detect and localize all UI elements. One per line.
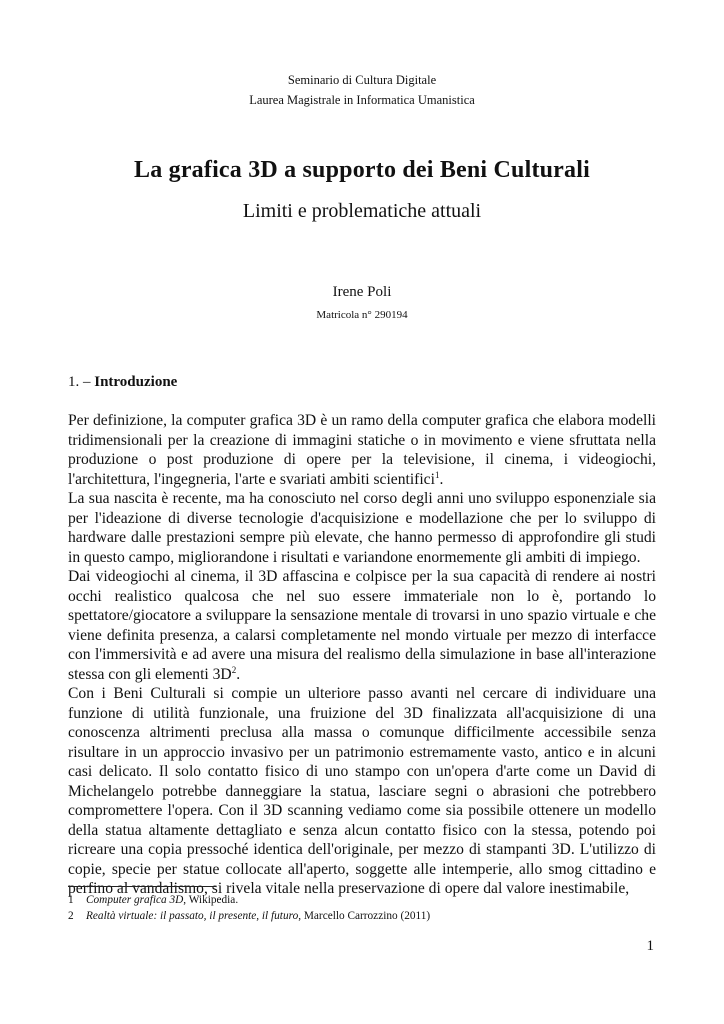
footnote-source-rest: , Wikipedia. — [183, 894, 239, 906]
footnote-text — [86, 908, 430, 924]
document-header — [0, 70, 724, 110]
footnote — [68, 908, 656, 924]
page-number: 1 — [646, 938, 654, 954]
section-title: Introduzione — [94, 374, 178, 390]
body-text — [68, 411, 656, 899]
author-matricola: Matricola n° 290194 — [316, 309, 408, 321]
footnote-number: 2 — [68, 910, 74, 922]
page-subtitle: Limiti e problematiche attuali — [242, 200, 482, 222]
paragraph — [68, 489, 656, 567]
footnotes — [68, 892, 656, 924]
paragraph-tail: . — [236, 665, 241, 683]
footnote-ref[interactable]: 2 — [231, 664, 237, 675]
footnote-divider — [68, 886, 216, 887]
section-heading — [68, 374, 177, 391]
footnote-source-title: Realtà virtuale: il passato, il presente, il futuro — [86, 910, 299, 922]
seminar-name: Seminario di Cultura Digitale — [287, 73, 437, 87]
paragraph-text: Per definizione, la computer grafica 3D è un ramo della computer grafica che elabora modelli tridimensionali per la creazione di immagini statiche o in movimento e viene sfruttata nella produzione o post produzione di opere per la televisione, il cinema, i videogiochi, l'architettura, l'ingegneria, l'arte e svariati ambiti scientifici — [68, 412, 656, 488]
section-number: 1 — [68, 374, 76, 390]
footnote-text — [86, 892, 238, 908]
author-name: Irene Poli — [332, 284, 392, 300]
footnote-number: 1 — [68, 894, 74, 906]
footnote-source-title: Computer grafica 3D — [86, 894, 184, 906]
paragraph-tail: . — [439, 470, 444, 488]
paragraph — [68, 684, 656, 899]
paragraph-text: Con i Beni Culturali si compie un ulteriore passo avanti nel cercare di individuare una funzione di utilità funzionale, una fruizione del 3D finalizzata all'acquisizione di una conoscenza altrimenti preclusa alla massa o comunque difficilmente accessibile senza risultare in un approccio invasivo per un patrimonio estremamente vasto, antico e in alcuni casi delicato. Il solo contatto fisico di uno stampo con un'opera d'arte come un David di Michelangelo potrebbe danneggiare la statua, lasciare segni o abrasioni che potrebbero compromettere l'opera. Con il 3D scanning vediamo come sia possibile ottenere un modello della statua altamente dettagliato e senza alcun contatto fisico con la stessa, potendo poi ricreare una copia pressoché identica dell'originale, per mezzo di stampanti 3D. L'utilizzo di copie, specie per statue collocate all'aperto, soggette alle intemperie, allo smog cittadino e perfino al vandalismo, si rivela vitale nella preservazione di opere dal valore inestimabile, — [68, 685, 656, 897]
paragraph — [68, 567, 656, 684]
paragraph-text: La sua nascita è recente, ma ha conosciuto nel corso degli anni uno sviluppo esponenziale sia per l'ideazione di diverse tecnologie d'acquisizione e modellazione che per lo sviluppo di hardware dalle prestazioni sempre più elevate, che hanno permesso di approfondire gli studi in questo campo, migliorandone i risultati e variandone enormemente gli ambiti di impiego. — [68, 490, 656, 566]
section-separator: . – — [75, 374, 95, 390]
footnote-ref[interactable]: 1 — [434, 469, 440, 480]
footnote — [68, 892, 656, 908]
degree-name: Laurea Magistrale in Informatica Umanistica — [249, 93, 475, 107]
paragraph-text: Dai videogiochi al cinema, il 3D affascina e colpisce per la sua capacità di rendere ai nostri occhi realistico qualcosa che nel suo essere immateriale non lo è, portando lo spettatore/giocatore a sviluppare la sensazione mentale di trovarsi in uno spazio virtuale e che viene definita presenza, a calarsi completamente nel mondo virtuale per mezzo di interfacce con l'immersività e ad avere una misura del realismo della simulazione in base all'interazione stessa con gli elementi 3D — [68, 568, 656, 683]
paragraph — [68, 411, 656, 489]
page-title: La grafica 3D a supporto dei Beni Culturali — [134, 157, 590, 183]
footnote-source-rest: , Marcello Carrozzino (2011) — [298, 910, 431, 922]
